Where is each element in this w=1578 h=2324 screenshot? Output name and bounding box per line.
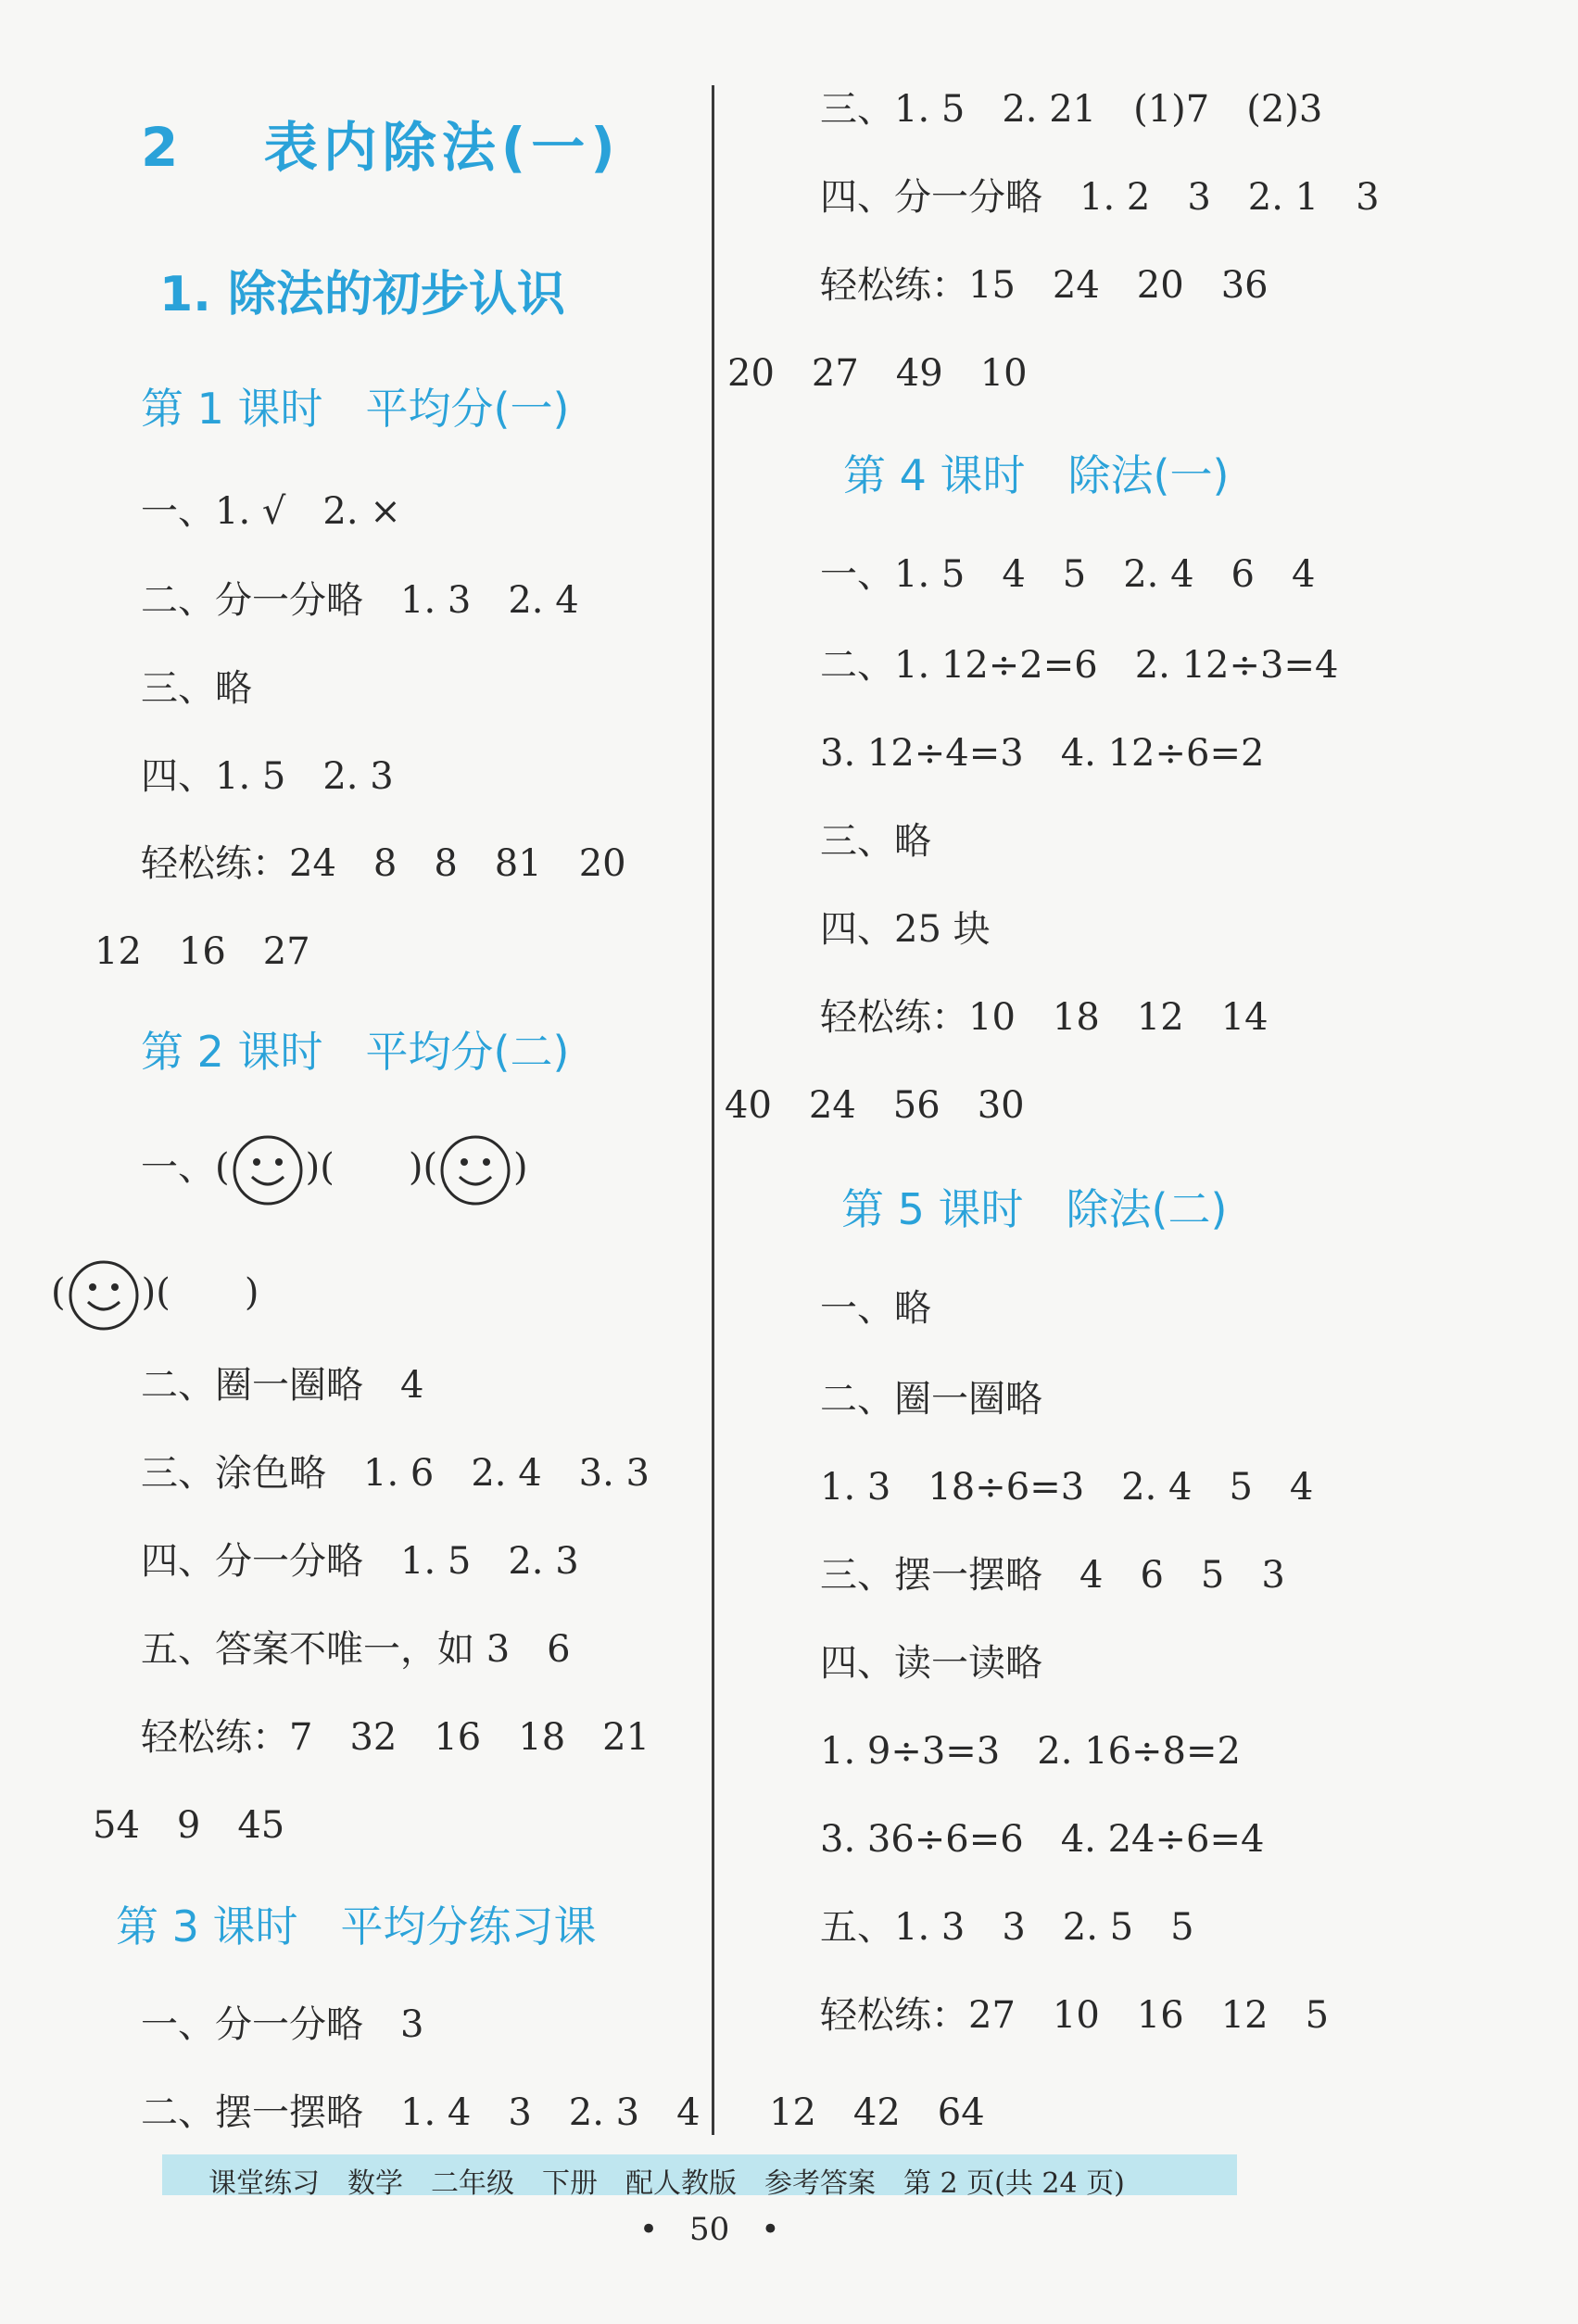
chapter-title xyxy=(141,116,621,179)
lesson-4-answer-2: 二、1. 12÷2=6 2. 12÷3=4 xyxy=(820,644,1339,687)
lesson-5-title: 第 5 课时 除法(二) xyxy=(841,1184,1228,1234)
lesson-1-answer-4: 四、1. 5 2. 3 xyxy=(141,755,394,798)
lesson-4-answer-2-cont: 3. 12÷4=3 4. 12÷6=2 xyxy=(820,732,1265,775)
lesson-5-answer-4-cont-2: 3. 36÷6=6 4. 24÷6=4 xyxy=(820,1818,1265,1861)
lesson-5-answer-2: 二、圈一圈略 xyxy=(820,1378,1042,1421)
smiley-face-icon xyxy=(66,1257,142,1333)
lesson-2-answer-1-prefix: 一、 xyxy=(141,1146,215,1189)
lesson-2-answer-2: 二、圈一圈略 4 xyxy=(141,1364,424,1407)
lesson-5-answer-3: 三、摆一摆略 4 6 5 3 xyxy=(820,1554,1285,1597)
lesson-3-answer-3: 三、1. 5 2. 21 (1)7 (2)3 xyxy=(820,88,1323,131)
lesson-5-answer-5: 五、1. 3 3 2. 5 5 xyxy=(820,1906,1194,1949)
lesson-3-answer-2: 二、摆一摆略 1. 4 3 2. 3 4 xyxy=(141,2091,701,2134)
lesson-3-easy-practice: 轻松练：15 24 20 36 xyxy=(820,264,1269,307)
chapter-number: 2 xyxy=(141,116,179,179)
smiley-face-icon xyxy=(230,1132,306,1208)
lesson-3-answer-1: 一、分一分略 3 xyxy=(141,2003,424,2046)
lesson-2-easy-practice-cont: 54 9 45 xyxy=(93,1804,285,1847)
chapter-name: 表内除法(一) xyxy=(263,116,621,179)
lesson-2-answer-3: 三、涂色略 1. 6 2. 4 3. 3 xyxy=(141,1452,650,1495)
lesson-2-answer-5: 五、答案不唯一，如 3 6 xyxy=(141,1628,571,1671)
lesson-1-answer-3: 三、略 xyxy=(141,667,252,710)
lesson-5-easy-practice-cont: 12 42 64 xyxy=(769,2091,985,2134)
lesson-3-easy-practice-cont: 20 27 49 10 xyxy=(727,352,1028,395)
lesson-2-easy-practice: 轻松练：7 32 16 18 21 xyxy=(141,1716,650,1759)
column-divider xyxy=(712,85,714,2135)
lesson-1-title: 第 1 课时 平均分(一) xyxy=(141,384,570,434)
lesson-5-answer-1: 一、略 xyxy=(820,1287,931,1330)
lesson-2-answer-1-row: 一、( )( )( ) xyxy=(141,1132,528,1208)
lesson-4-answer-1: 一、1. 5 4 5 2. 4 6 4 xyxy=(820,553,1316,596)
lesson-4-answer-3: 三、略 xyxy=(820,820,931,863)
lesson-5-easy-practice: 轻松练：27 10 16 12 5 xyxy=(820,1994,1330,2037)
lesson-4-answer-4: 四、25 块 xyxy=(820,908,991,951)
lesson-2-answer-4: 四、分一分略 1. 5 2. 3 xyxy=(141,1540,579,1583)
blank-answer: ( ) xyxy=(320,1146,423,1189)
lesson-3-title: 第 3 课时 平均分练习课 xyxy=(116,1901,597,1951)
lesson-5-answer-4-cont-1: 1. 9÷3=3 2. 16÷8=2 xyxy=(820,1730,1241,1773)
lesson-4-title: 第 4 课时 除法(一) xyxy=(843,450,1230,500)
lesson-1-easy-practice: 轻松练：24 8 8 81 20 xyxy=(141,842,626,885)
lesson-1-answer-1: 一、1. √ 2. × xyxy=(141,490,401,533)
lesson-5-answer-4: 四、读一读略 xyxy=(820,1642,1042,1685)
lesson-1-answer-2: 二、分一分略 1. 3 2. 4 xyxy=(141,579,579,622)
lesson-2-title: 第 2 课时 平均分(二) xyxy=(141,1027,570,1077)
smiley-face-icon xyxy=(437,1132,513,1208)
page-number: • 50 • xyxy=(639,2211,780,2248)
blank-answer: ( ) xyxy=(156,1271,259,1314)
lesson-5-answer-2-cont: 1. 3 18÷6=3 2. 4 5 4 xyxy=(820,1466,1314,1509)
lesson-2-answer-1-row-2: ( )( ) xyxy=(51,1257,259,1333)
lesson-1-easy-practice-cont: 12 16 27 xyxy=(95,930,310,973)
lesson-4-easy-practice-cont: 40 24 56 30 xyxy=(725,1084,1025,1127)
section-title: 1. 除法的初步认识 xyxy=(159,267,566,322)
footer-text: 课堂练习 数学 二年级 下册 配人教版 参考答案 第 2 页(共 24 页) xyxy=(208,2167,1125,2200)
lesson-4-easy-practice: 轻松练：10 18 12 14 xyxy=(820,996,1269,1039)
lesson-3-answer-4: 四、分一分略 1. 2 3 2. 1 3 xyxy=(820,176,1380,219)
